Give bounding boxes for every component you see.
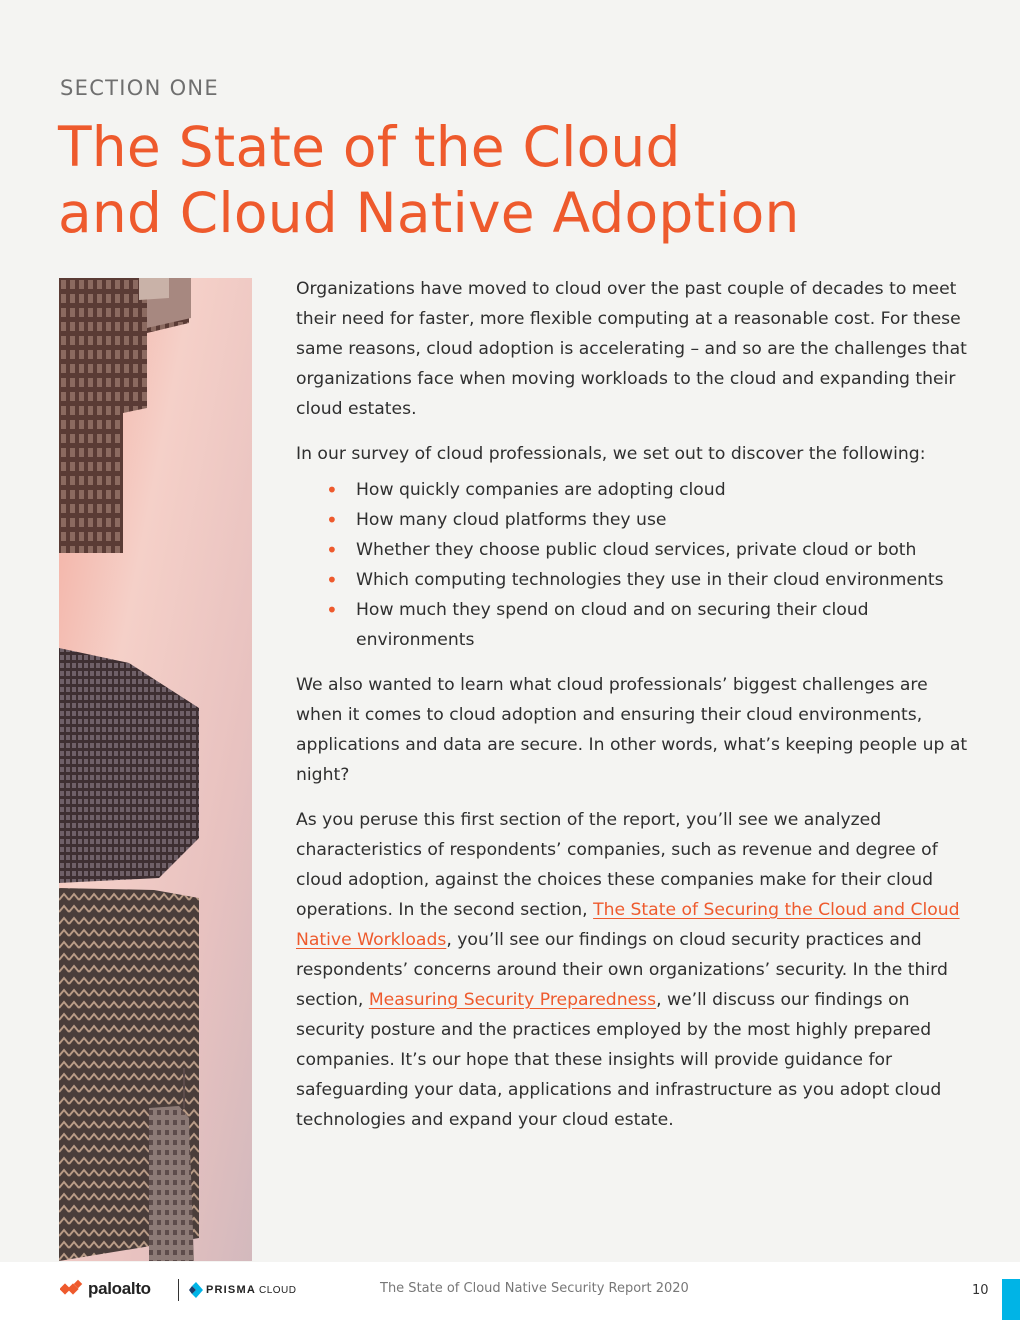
page-title — [58, 114, 800, 246]
closing-paragraph — [296, 805, 968, 1135]
footer — [0, 1262, 1020, 1320]
closing-text-3: , we’ll discuss our findings on security posture and the practices employed by the most highly prepared companies. It’s our hope that these insights will provide guidance for safeguarding your data, applications and infrastructure as you adopt cloud technologies and expand your cloud estate. — [296, 990, 942, 1130]
title-line-1: The State of the Cloud — [58, 115, 681, 179]
paloalto-wordmark: paloalto — [88, 1279, 151, 1298]
paloalto-mark-icon — [60, 1279, 84, 1299]
closing-text-1: As you peruse this first section of the report, you’ll see we analyzed characteristics of respondents’ companies, such as revenue and degree of cloud adoption, against the choices these companies make for their cloud operations. In the second section, — [296, 810, 938, 920]
list-item: • Which computing technologies they use in their cloud environments — [356, 565, 968, 595]
intro-paragraph: Organizations have moved to cloud over the past couple of decades to meet their need for faster, more flexible computing at a reasonable cost. For these same reasons, cloud adoption is accelerating – and so are the challenges that organizations face when moving workloads to the cloud and expanding their cloud estates. — [296, 279, 967, 419]
list-item: • How many cloud platforms they use — [356, 505, 968, 535]
paloalto-logo — [60, 1277, 151, 1301]
list-item: • How quickly companies are adopting cloud — [356, 475, 968, 505]
survey-lead-paragraph: In our survey of cloud professionals, we set out to discover the following: — [296, 444, 926, 464]
page-tab-marker — [1002, 1279, 1020, 1320]
prisma-cloud-logo — [189, 1280, 297, 1300]
survey-topics-list — [296, 475, 968, 655]
prisma-wordmark: PRISMA — [206, 1284, 256, 1296]
cloud-wordmark: CLOUD — [258, 1284, 297, 1296]
link-securing-the-cloud[interactable]: The State of Securing the Cloud and Cloud Native Workloads — [296, 900, 960, 950]
closing-text-2: , you’ll see our findings on cloud security practices and respondents’ concerns around their own organizations’ security. In the third section, — [296, 930, 948, 1010]
section-label: SECTION ONE — [60, 76, 220, 100]
skyscraper-photo — [59, 278, 252, 1261]
body-text — [296, 274, 968, 1150]
title-line-2: and Cloud Native Adoption — [58, 181, 800, 245]
logo-divider — [178, 1279, 179, 1301]
footer-report-title: The State of Cloud Native Security Report 2020 — [380, 1281, 689, 1296]
link-measuring-preparedness[interactable]: Measuring Security Preparedness — [368, 990, 657, 1010]
prisma-mark-icon — [189, 1282, 203, 1298]
page-number: 10 — [972, 1283, 989, 1298]
list-item: • How much they spend on cloud and on securing their cloud environments — [356, 595, 968, 655]
challenges-paragraph: We also wanted to learn what cloud professionals’ biggest challenges are when it comes to cloud adoption and ensuring their cloud environments, applications and data are secure. In other words, what’s keeping people up at night? — [296, 675, 968, 785]
list-item: • Whether they choose public cloud services, private cloud or both — [356, 535, 968, 565]
